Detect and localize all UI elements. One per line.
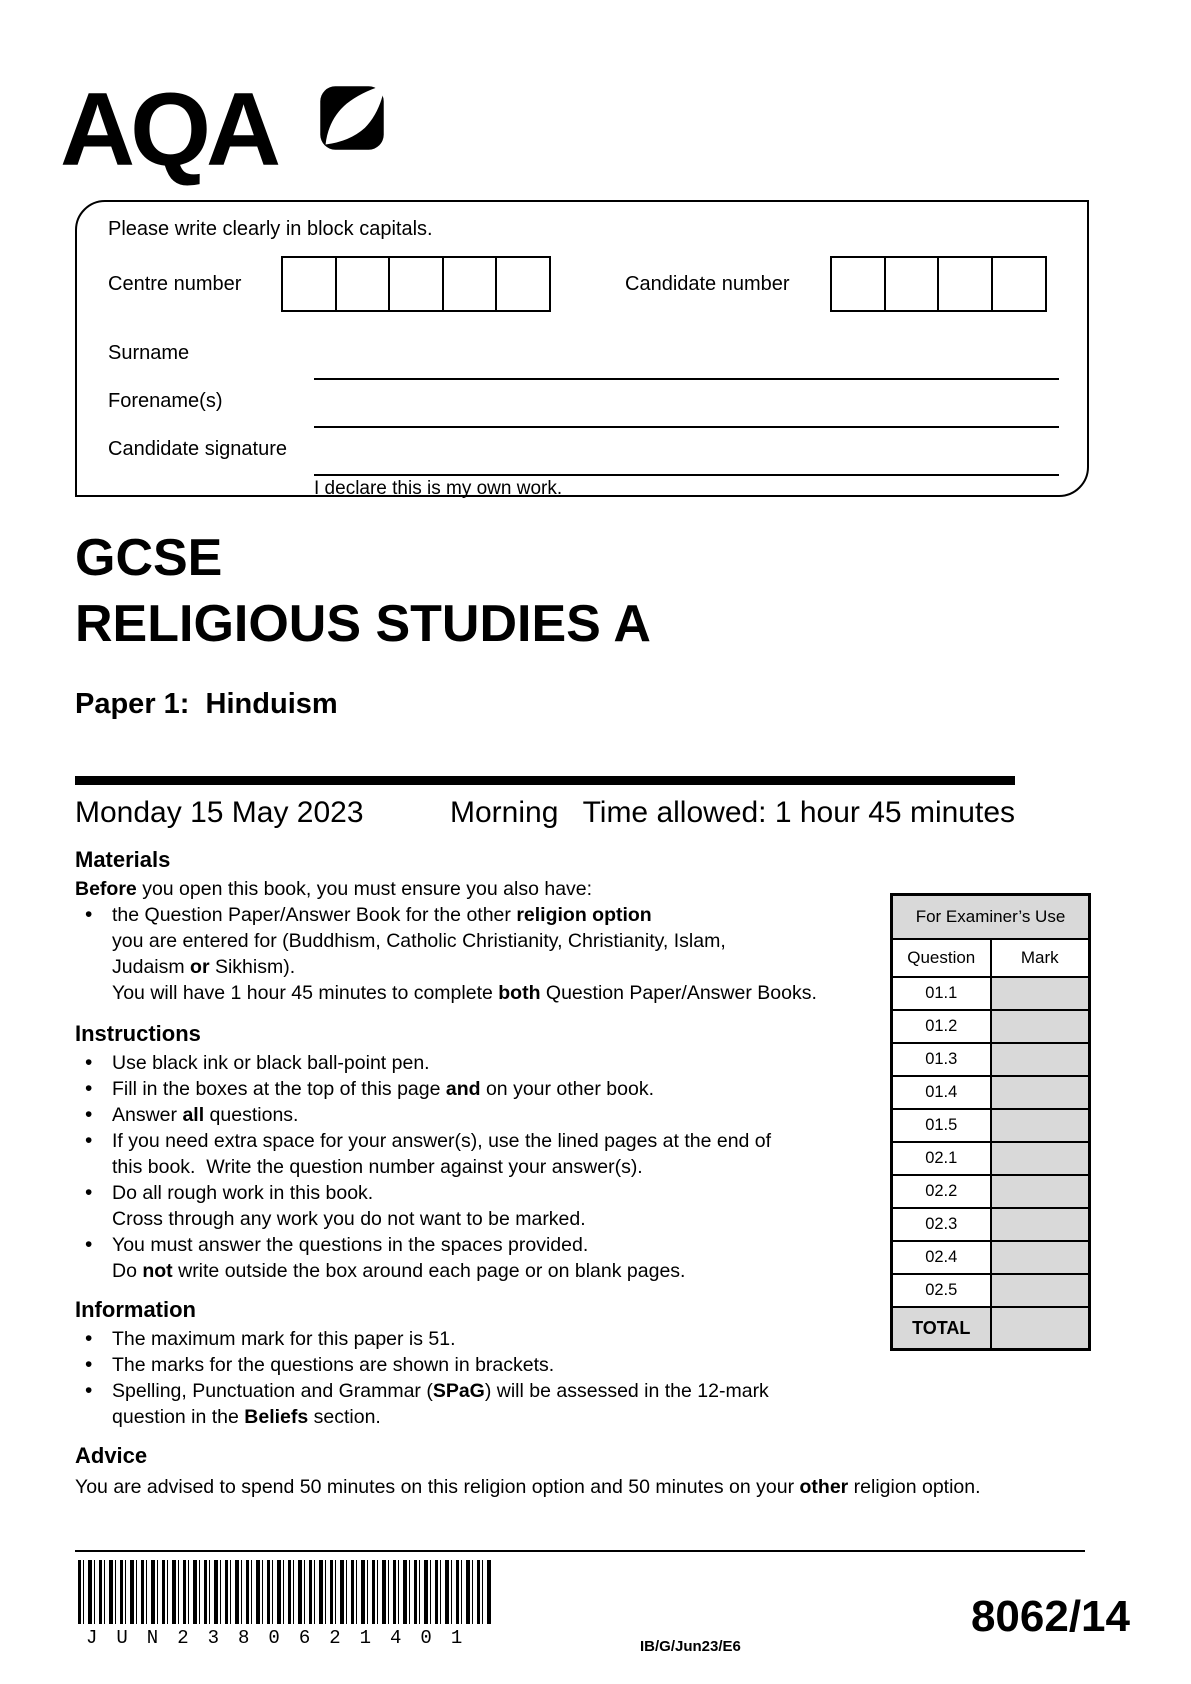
question-number-cell: 02.5 xyxy=(892,1274,991,1307)
instructions-heading: Instructions xyxy=(75,1021,201,1046)
mark-cell xyxy=(991,1076,1090,1109)
digit-box xyxy=(495,256,551,312)
list-item xyxy=(75,902,820,1006)
mark-cell xyxy=(991,1010,1090,1043)
question-number-cell: 01.2 xyxy=(892,1010,991,1043)
total-label-cell: TOTAL xyxy=(892,1307,991,1350)
title-divider-rule xyxy=(75,776,1015,785)
examiner-table-row xyxy=(892,1010,1090,1043)
list-item-line xyxy=(112,1128,820,1154)
information-heading: Information xyxy=(75,1297,196,1322)
text-segment: religion option. xyxy=(848,1476,981,1498)
text-segment: If you need extra space for your answer(s), use the lined pages at the end of xyxy=(112,1130,772,1152)
list-item-line xyxy=(112,1180,820,1206)
digit-box xyxy=(830,256,886,312)
barcode-bars xyxy=(78,1560,493,1624)
mark-cell xyxy=(991,1175,1090,1208)
candidate-number-boxes xyxy=(830,256,1047,312)
centre-number-boxes xyxy=(281,256,551,312)
bullet-icon: • xyxy=(85,1051,93,1074)
declaration-note: I declare this is my own work. xyxy=(314,478,563,499)
list-item xyxy=(75,1180,820,1232)
text-segment: Question Paper/Answer Books. xyxy=(540,982,817,1004)
text-segment: You will have 1 hour 45 minutes to complete xyxy=(112,982,499,1004)
list-item-line xyxy=(112,1378,820,1404)
text-segment: Spelling, Punctuation and Grammar ( xyxy=(112,1380,433,1402)
time-allowed: Time allowed: 1 hour 45 minutes xyxy=(582,796,1015,829)
text-segment: you are entered for (Buddhism, Catholic Christianity, Christianity, Islam, xyxy=(112,930,726,952)
total-mark-cell xyxy=(991,1307,1090,1350)
list-item-line xyxy=(112,928,820,954)
total-row xyxy=(892,1307,1090,1350)
text-segment: Beliefs xyxy=(244,1406,309,1428)
text-segment: Fill in the boxes at the top of this page xyxy=(112,1078,446,1100)
text-segment: You are advised to spend 50 minutes on this religion option and 50 minutes on your xyxy=(75,1476,800,1498)
paper-title: Paper 1: Hinduism xyxy=(75,688,338,720)
bullet-icon: • xyxy=(85,1353,93,1376)
question-number-cell: 01.3 xyxy=(892,1043,991,1076)
surname-label: Surname xyxy=(108,342,190,364)
text-segment: Answer xyxy=(112,1104,183,1126)
text-segment: write outside the box around each page or on blank pages. xyxy=(172,1260,686,1282)
text-segment: Use black ink or black ball-point pen. xyxy=(112,1052,430,1074)
text-segment: Do all rough work in this book. xyxy=(112,1182,374,1204)
advice-text xyxy=(75,1474,1135,1500)
list-item xyxy=(75,1378,820,1430)
list-item-line xyxy=(112,980,820,1006)
surname-entry-line xyxy=(314,348,1059,380)
aqa-logo xyxy=(60,72,277,188)
examiner-table-body xyxy=(892,977,1090,1307)
text-segment: not xyxy=(142,1260,173,1282)
list-item xyxy=(75,1232,820,1284)
mark-cell xyxy=(991,1043,1090,1076)
bullet-icon: • xyxy=(85,1181,93,1204)
list-item-line xyxy=(112,1258,820,1284)
bullet-icon: • xyxy=(85,1233,93,1256)
signature-entry-line xyxy=(314,444,1059,476)
question-number-cell: 02.2 xyxy=(892,1175,991,1208)
question-column-header: Question xyxy=(892,939,991,977)
list-item-line xyxy=(112,1102,820,1128)
text-segment: other xyxy=(799,1476,849,1498)
text-segment: all xyxy=(182,1104,205,1126)
information-list xyxy=(75,1326,820,1430)
text-segment: both xyxy=(498,982,541,1004)
materials-heading: Materials xyxy=(75,847,171,872)
examiner-table-row xyxy=(892,1142,1090,1175)
list-item-line xyxy=(112,1154,820,1180)
candidate-signature-label: Candidate signature xyxy=(108,438,288,460)
forenames-entry-line xyxy=(314,396,1059,428)
list-item-line xyxy=(112,1326,820,1352)
advice-heading: Advice xyxy=(75,1443,148,1468)
question-number-cell: 01.4 xyxy=(892,1076,991,1109)
centre-number-label: Centre number xyxy=(108,273,242,295)
list-item-line xyxy=(112,1352,820,1378)
print-reference-code: IB/G/Jun23/E6 xyxy=(640,1638,741,1655)
list-item-line xyxy=(112,1076,820,1102)
list-item xyxy=(75,1128,820,1180)
text-segment: you open this book, you must ensure you also have: xyxy=(136,878,593,900)
list-item xyxy=(75,1326,820,1352)
text-segment: You must answer the questions in the spaces provided. xyxy=(112,1234,589,1256)
bullet-icon: • xyxy=(85,1077,93,1100)
text-segment: this book. Write the question number against your answer(s). xyxy=(112,1156,643,1178)
list-item xyxy=(75,1352,820,1378)
text-segment: Judaism xyxy=(112,956,191,978)
digit-box xyxy=(884,256,940,312)
text-segment: Sikhism). xyxy=(209,956,296,978)
text-segment: questions. xyxy=(204,1104,299,1126)
barcode xyxy=(78,1560,493,1649)
mark-cell xyxy=(991,1241,1090,1274)
list-item-line xyxy=(112,1232,820,1258)
text-segment: Cross through any work you do not want to be marked. xyxy=(112,1208,586,1230)
digit-box xyxy=(991,256,1047,312)
block-capitals-note: Please write clearly in block capitals. xyxy=(108,218,433,240)
mark-cell xyxy=(991,1274,1090,1307)
question-number-cell: 02.3 xyxy=(892,1208,991,1241)
examiner-table-row xyxy=(892,1109,1090,1142)
list-item-line xyxy=(112,1404,820,1430)
text-segment: The marks for the questions are shown in brackets. xyxy=(112,1354,555,1376)
barcode-text: JUN2380621401 xyxy=(86,1627,482,1649)
materials-intro xyxy=(75,876,820,902)
list-item-line xyxy=(112,902,820,928)
mark-column-header: Mark xyxy=(991,939,1090,977)
qualification-title: GCSE xyxy=(75,529,223,587)
examiner-table-row xyxy=(892,977,1090,1010)
examiner-table-title: For Examiner’s Use xyxy=(892,895,1090,940)
forenames-label: Forename(s) xyxy=(108,390,223,412)
mark-cell xyxy=(991,1208,1090,1241)
session-info-row xyxy=(75,796,1015,832)
digit-box xyxy=(335,256,391,312)
list-item-line xyxy=(112,1050,820,1076)
text-segment: SPaG xyxy=(432,1380,485,1402)
list-item xyxy=(75,1102,820,1128)
text-segment: The maximum mark for this paper is 51. xyxy=(112,1328,456,1350)
examiner-table-row xyxy=(892,1241,1090,1274)
exam-session: Morning xyxy=(450,796,559,829)
bullet-icon: • xyxy=(85,903,93,926)
examiner-use-table xyxy=(890,893,1091,1351)
text-segment: on your other book. xyxy=(480,1078,654,1100)
candidate-number-label: Candidate number xyxy=(625,273,790,295)
digit-box xyxy=(281,256,337,312)
question-number-cell: 02.1 xyxy=(892,1142,991,1175)
examiner-table-row xyxy=(892,1274,1090,1307)
footer-rule xyxy=(75,1550,1085,1552)
list-item-line xyxy=(112,954,820,980)
text-segment: ) will be assessed in the 12-mark xyxy=(484,1380,769,1402)
examiner-table-row xyxy=(892,1076,1090,1109)
materials-list xyxy=(75,902,820,1006)
digit-box xyxy=(442,256,498,312)
question-number-cell: 01.5 xyxy=(892,1109,991,1142)
exam-date: Monday 15 May 2023 xyxy=(75,796,364,829)
list-item-line xyxy=(112,1206,820,1232)
list-item xyxy=(75,1076,820,1102)
instructions-list xyxy=(75,1050,820,1284)
text-segment: the Question Paper/Answer Book for the other xyxy=(112,904,517,926)
examiner-table-row xyxy=(892,1043,1090,1076)
candidate-details-box xyxy=(75,200,1089,497)
digit-box xyxy=(388,256,444,312)
mark-cell xyxy=(991,1142,1090,1175)
subject-title: RELIGIOUS STUDIES A xyxy=(75,595,651,653)
bullet-icon: • xyxy=(85,1129,93,1152)
text-segment: and xyxy=(445,1078,481,1100)
question-number-cell: 01.1 xyxy=(892,977,991,1010)
front-matter xyxy=(75,846,820,1430)
question-number-cell: 02.4 xyxy=(892,1241,991,1274)
text-segment: Do xyxy=(112,1260,143,1282)
mark-cell xyxy=(991,977,1090,1010)
aqa-logo-text: AQA xyxy=(60,72,277,188)
examiner-table-row xyxy=(892,1175,1090,1208)
text-segment: or xyxy=(190,956,210,978)
text-segment: question in the xyxy=(112,1406,245,1428)
text-segment: section. xyxy=(308,1406,381,1428)
examiner-table-row xyxy=(892,1208,1090,1241)
bullet-icon: • xyxy=(85,1103,93,1126)
text-segment: religion option xyxy=(516,904,652,926)
paper-reference-number: 8062/14 xyxy=(970,1592,1130,1641)
text-segment: Before xyxy=(75,878,137,900)
aqa-leaf-icon xyxy=(318,84,386,152)
advice-section xyxy=(75,1442,1135,1500)
digit-box xyxy=(937,256,993,312)
bullet-icon: • xyxy=(85,1327,93,1350)
list-item xyxy=(75,1050,820,1076)
bullet-icon: • xyxy=(85,1379,93,1402)
mark-cell xyxy=(991,1109,1090,1142)
